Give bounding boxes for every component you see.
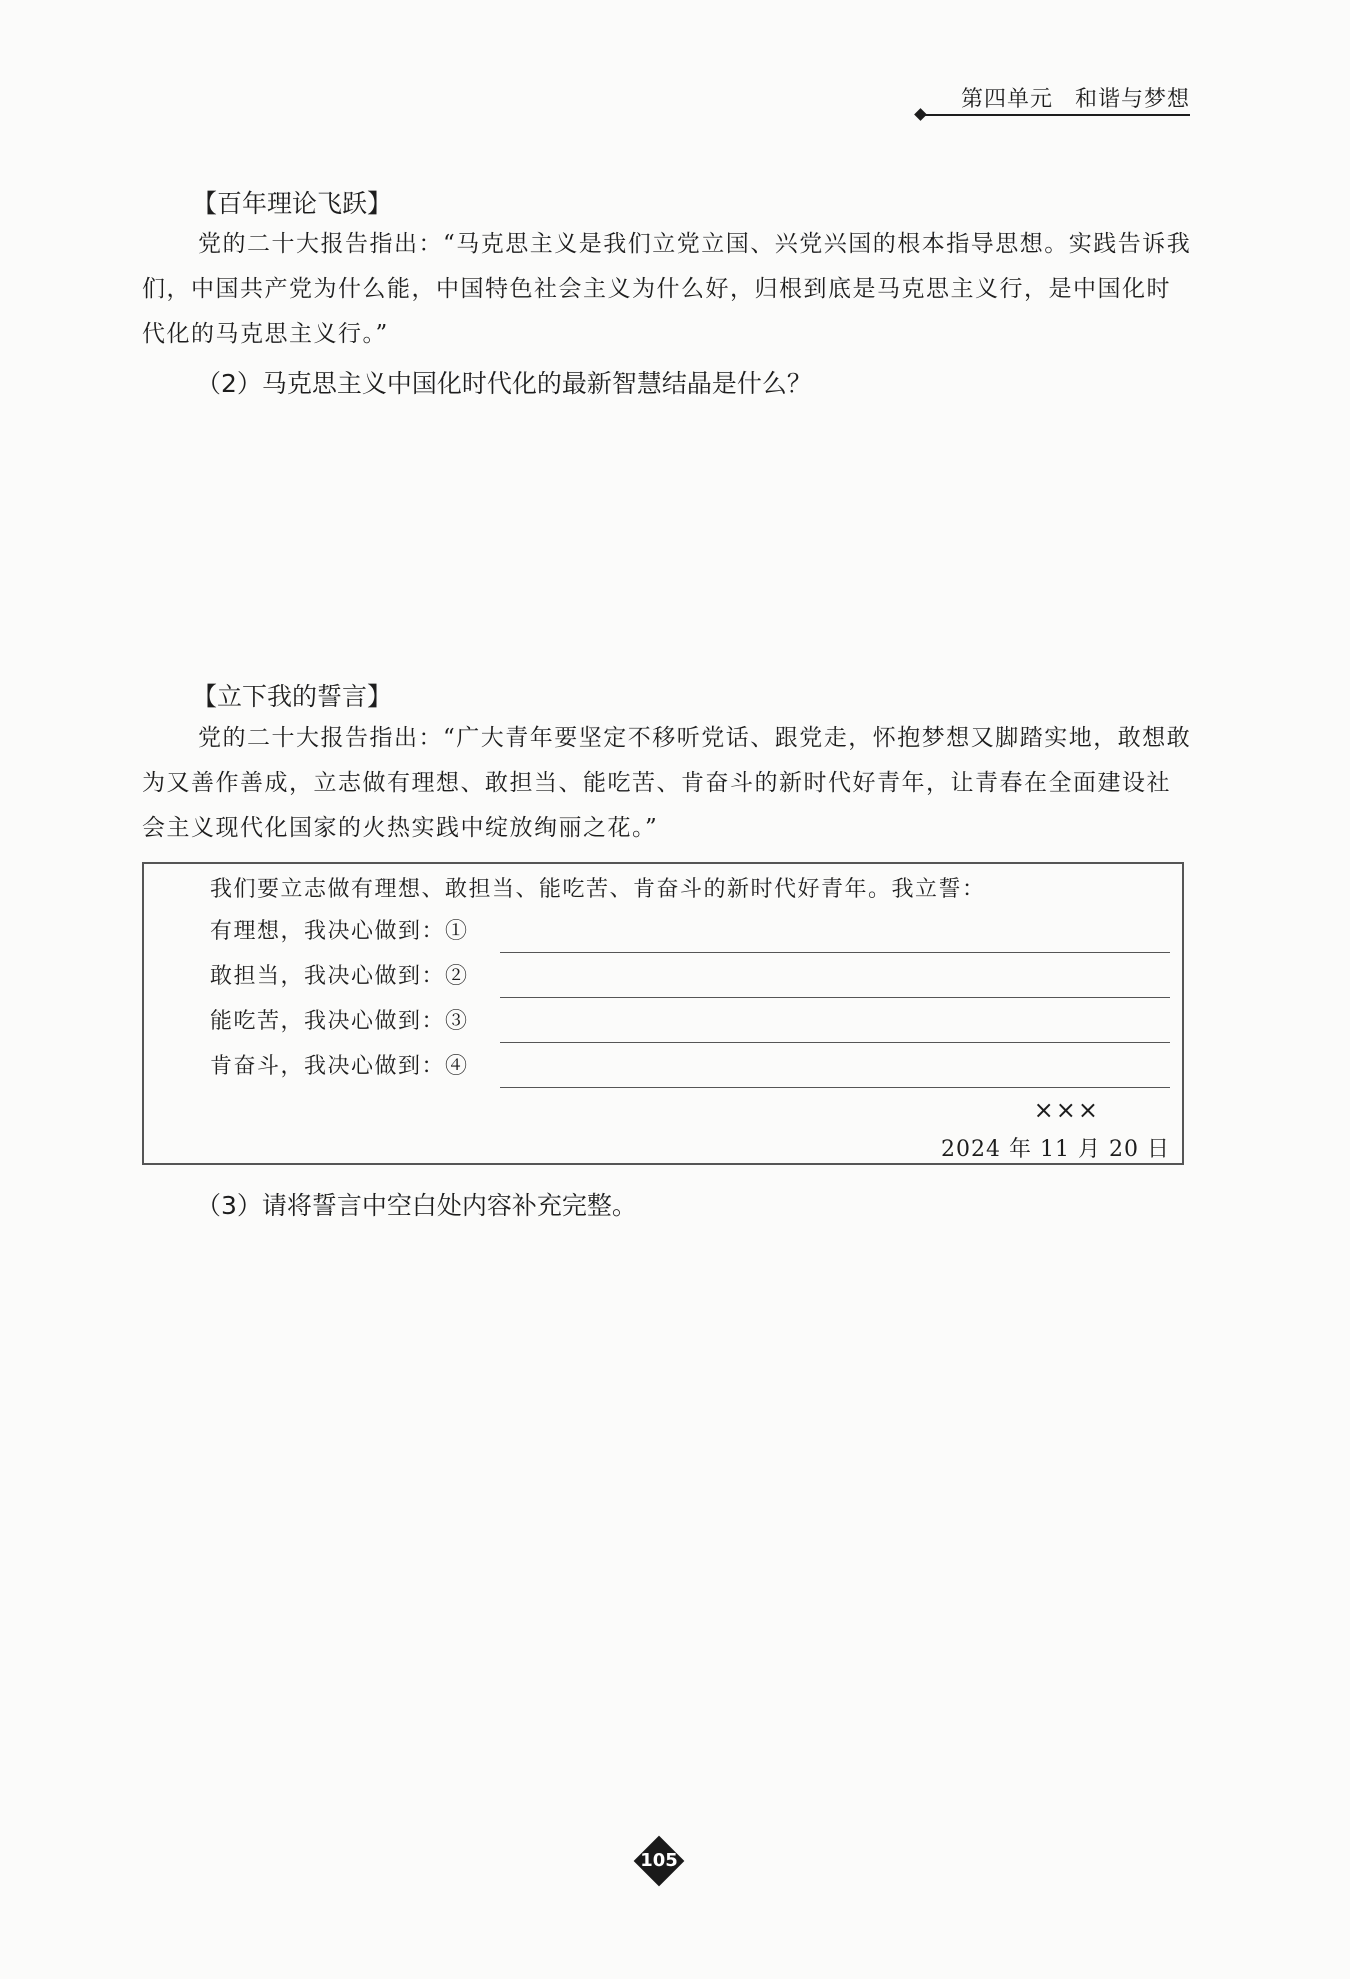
oath-intro: 我们要立志做有理想、敢担当、能吃苦、肯奋斗的新时代好青年。我立誓：	[210, 877, 986, 902]
question-3: （3）请将誓言中空白处内容补充完整。	[196, 1191, 637, 1220]
page-number-badge	[636, 1838, 682, 1884]
section-paragraph-oath: 党的二十大报告指出：“广大青年要坚定不移听党话、跟党走，怀抱梦想又脚踏实地，敢想敢为又善作善成，立志做有理想、敢担当、能吃苦、肯奋斗的新时代好青年，让青春在全面建设社会主义现代化国家的火热实践中绽放绚丽之花。”	[142, 725, 1192, 841]
oath-row-label	[210, 914, 469, 945]
header-title: 和谐与梦想	[1074, 87, 1190, 112]
oath-row	[210, 1049, 1170, 1089]
oath-row	[210, 1004, 1170, 1044]
section-paragraph-theory: 党的二十大报告指出：“马克思主义是我们立党立国、兴党兴国的根本指导思想。实践告诉我们，中国共产党为什么能，中国特色社会主义为什么好，归根到底是马克思主义行，是中国化时代化的马克思主义行。”	[142, 231, 1192, 347]
section-title-oath: 【立下我的誓言】	[192, 682, 393, 711]
oath-row-number: ④	[445, 1054, 469, 1079]
header-diamond-icon	[914, 108, 927, 121]
oath-row-number: ②	[445, 964, 469, 989]
oath-row-text: 能吃苦，我决心做到：	[210, 1009, 446, 1034]
oath-date: 2024 年 11 月 20 日	[941, 1137, 1170, 1162]
oath-answer-line[interactable]	[500, 952, 1170, 953]
page-number: 105	[640, 1850, 678, 1871]
header-rule	[922, 114, 1190, 116]
oath-row-label	[210, 1004, 469, 1035]
oath-signature: ×××	[1033, 1096, 1100, 1124]
oath-answer-line[interactable]	[500, 997, 1170, 998]
section-title-theory: 【百年理论飞跃】	[192, 189, 393, 218]
oath-box	[142, 862, 1184, 1165]
page-header	[910, 82, 1190, 122]
header-text	[961, 82, 1190, 113]
oath-answer-line[interactable]	[500, 1087, 1170, 1088]
oath-row-label	[210, 1049, 469, 1080]
oath-row-text: 敢担当，我决心做到：	[210, 964, 446, 989]
oath-row	[210, 914, 1170, 954]
oath-answer-line[interactable]	[500, 1042, 1170, 1043]
oath-row	[210, 959, 1170, 999]
oath-row-text: 有理想，我决心做到：	[210, 919, 446, 944]
oath-row-number: ①	[445, 919, 469, 944]
oath-row-number: ③	[445, 1009, 469, 1034]
question-2: （2）马克思主义中国化时代化的最新智慧结晶是什么？	[196, 369, 812, 398]
header-unit: 第四单元	[960, 87, 1053, 112]
oath-row-text: 肯奋斗，我决心做到：	[210, 1054, 446, 1079]
oath-row-label	[210, 959, 469, 990]
